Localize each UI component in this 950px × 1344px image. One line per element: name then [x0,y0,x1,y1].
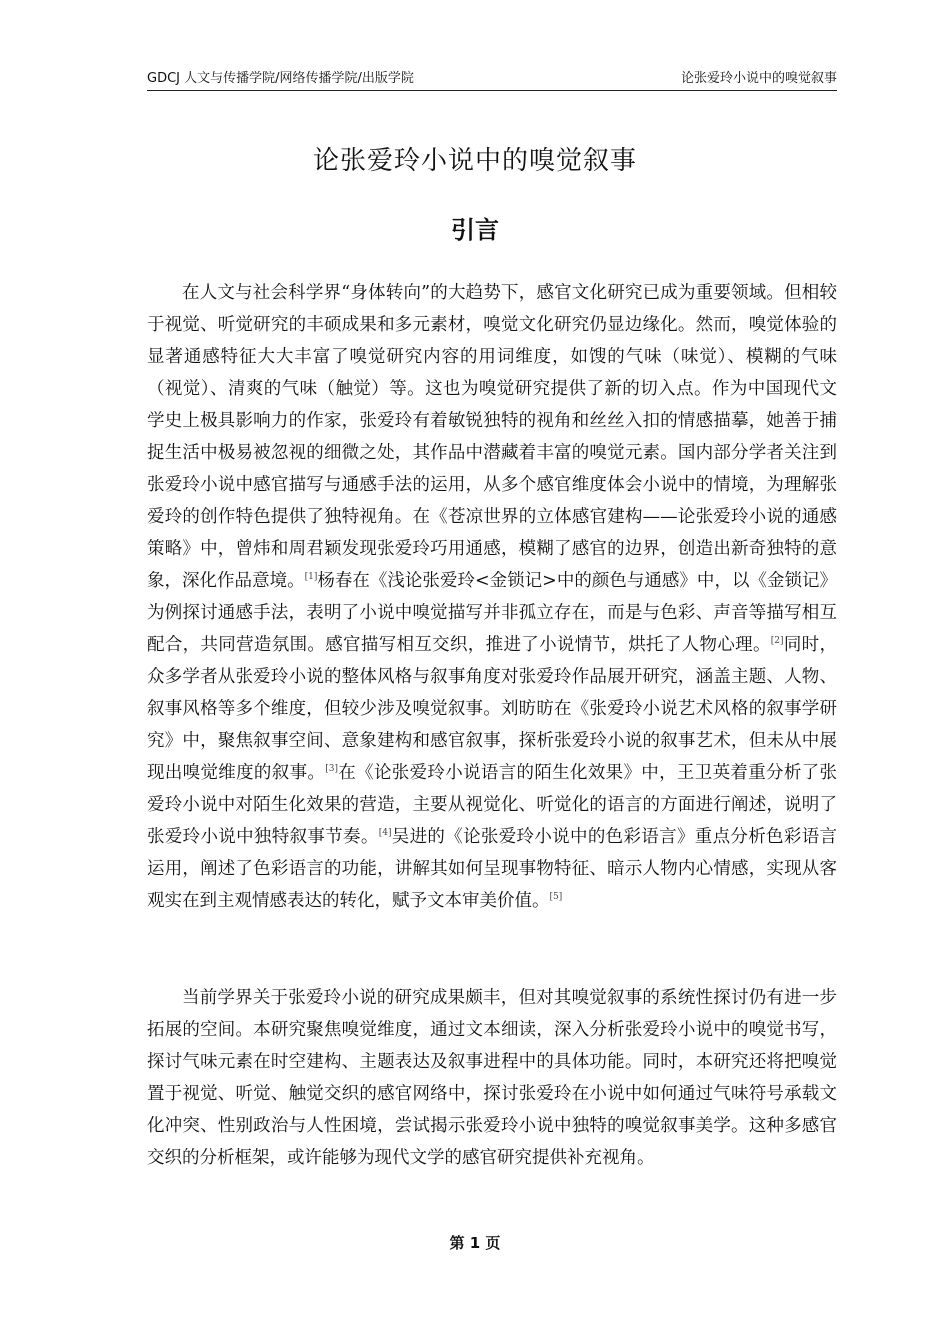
page-title: 论张爱玲小说中的嗅觉叙事 [312,146,637,176]
citation-5[interactable]: [5] [549,892,563,902]
paragraph-1 [147,277,837,917]
section-heading: 引言 [451,216,499,244]
page-number: 第 1 页 [449,1234,501,1252]
p1-text-3: 同时，众多学者从张爱玲小说的整体风格与叙事角度对张爱玲作品展开研究，涵盖主题、人物、叙事风格等多个维度，但较少涉及嗅觉叙事。刘昉昉在《张爱玲小说艺术风格的叙事学研究》中，聚焦叙事空间、意象建构和感官叙事，探析张爱玲小说的叙事艺术，但未从中展现出嗅觉维度的叙事。 [147,635,837,783]
p1-text-5: 吴进的《论张爱玲小说中的色彩语言》重点分析色彩语言运用，阐述了色彩语言的功能，讲解其如何呈现事物特征、暗示人物内心情感，实现从客观实在到主观情感表达的转化，赋予文本审美价值。 [147,827,838,911]
citation-4[interactable]: [4] [378,828,392,838]
p2-text: 当前学界关于张爱玲小说的研究成果颇丰，但对其嗅觉叙事的系统性探讨仍有进一步拓展的空间。本研究聚焦嗅觉维度，通过文本细读，深入分析张爱玲小说中的嗅觉书写，探讨气味元素在时空建构、主题表达及叙事进程中的具体功能。同时，本研究还将把嗅觉置于视觉、听觉、触觉交织的感官网络中，探讨张爱玲在小说中如何通过气味符号承载文化冲突、性别政治与人性困境，尝试揭示张爱玲小说中独特的嗅觉叙事美学。这种多感官交织的分析框架，或许能够为现代文学的感官研究提供补充视角。 [147,988,837,1168]
header-left: GDCJ 人文与传播学院/网络传播学院/出版学院 [147,71,414,86]
p1-text-4: 在《论张爱玲小说语言的陌生化效果》中，王卫英着重分析了张爱玲小说中对陌生化效果的营造，主要从视觉化、听觉化的语言的方面进行阐述，说明了张爱玲小说中独特叙事节奏。 [147,763,838,847]
running-header [147,62,837,91]
p1-text-1: 在人文与社会科学界“身体转向”的大趋势下，感官文化研究已成为重要领域。但相较于视觉、听觉研究的丰硕成果和多元素材，嗅觉文化研究仍显边缘化。然而，嗅觉体验的显著通感特征大大丰富了嗅觉研究内容的用词维度，如馊的气味（味觉）、模糊的气味（视觉）、清爽的气味（触觉）等。这也为嗅觉研究提供了新的切入点。作为中国现代文学史上极具影响力的作家，张爱玲有着敏锐独特的视角和丝丝入扣的情感描摹，她善于捕捉生活中极易被忽视的细微之处，其作品中潜藏着丰富的嗅觉元素。国内部分学者关注到张爱玲小说中感官描写与通感手法的运用，从多个感官维度体会小说中的情境，为理解张爱玲的创作特色提供了独特视角。在《苍凉世界的立体感官建构——论张爱玲小说的通感策略》中，曾炜和周君颖发现张爱玲巧用通感，模糊了感官的边界，创造出新奇独特的意象，深化作品意境。 [147,283,837,591]
citation-3[interactable]: [3] [325,764,338,774]
citation-2[interactable]: [2] [770,636,784,646]
paragraph-2 [147,982,837,1174]
header-right: 论张爱玲小说中的嗅觉叙事 [680,71,837,86]
p1-text-2: 杨春在《浅论张爱玲<金锁记>中的颜色与通感》中，以《金锁记》为例探讨通感手法，表明了小说中嗅觉描写并非孤立存在，而是与色彩、声音等描写相互配合，共同营造氛围。感官描写相互交织，推进了小说情节，烘托了人物心理。 [147,571,838,655]
citation-1[interactable]: [1] [304,572,318,582]
